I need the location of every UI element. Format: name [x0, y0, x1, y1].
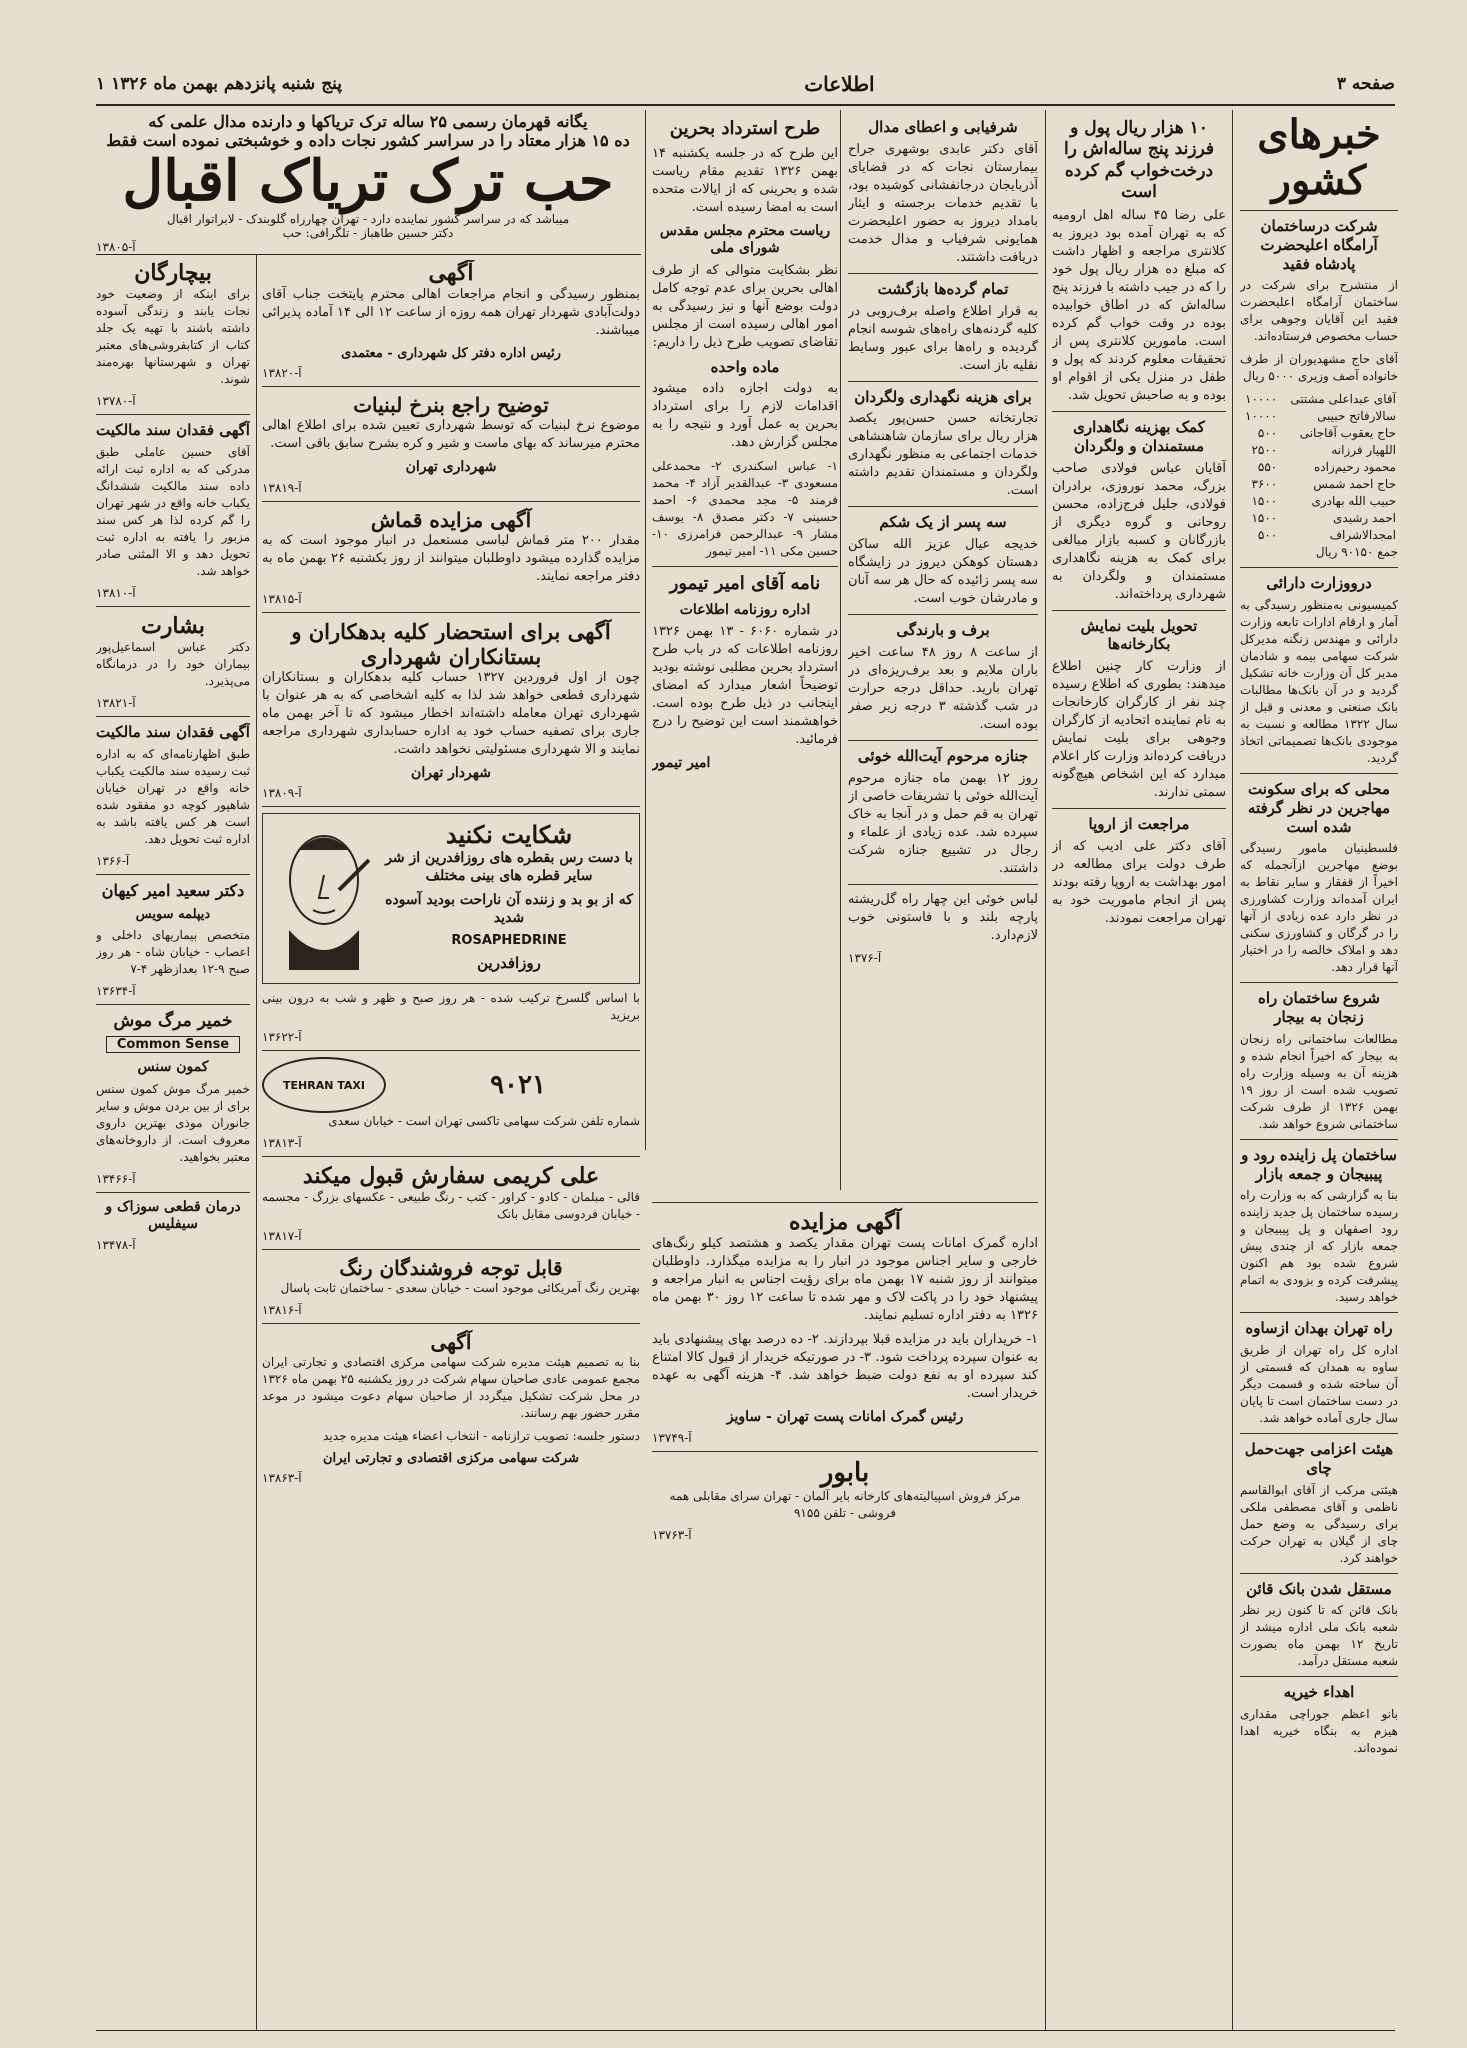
article-subheadline: ریاست محترم مجلس مقدس شورای ملی	[659, 222, 831, 256]
ad-title: خمیر مرگ موش	[113, 1010, 233, 1031]
ad-title: قابل توجه فروشندگان رنگ	[339, 1256, 563, 1280]
column-classifieds-left	[96, 260, 250, 2030]
bottom-rule	[96, 2030, 1395, 2031]
article-body: هیئتی مرکب از آقای ابوالقاسم ناظمی و آقای مصطفی ملکی برای رسیدگی به وضع حمل چای از گیلان به تهران حرکت خواهند کرد.	[1240, 1482, 1398, 1565]
column-divider	[1232, 110, 1233, 2030]
ad-body: بنا به تصمیم هیئت مدیره شرکت سهامی مرکزی اقتصادی و تجارتی ایران مجمع عمومی عادی صاحبان سهام شرکت در روز یکشنبه ۲۵ بهمن ماه ۱۳۲۶ در محل شرکت تشکیل میگردد از صاحبان سهام دعوت میشود در موعد مقرر حضور بهم رسانند.	[262, 1355, 640, 1420]
ad-title: آگهی مزایده	[789, 1209, 901, 1235]
ad-subtitle: دیپلمه سویس	[135, 906, 211, 922]
table-row: سالارفاتح حبیبی ۱۰۰۰۰	[1245, 409, 1396, 424]
ad-signature: رئیس اداره دفتر کل شهرداری - معتمدی	[341, 346, 561, 361]
article-body: تجارتخانه حسن حسن‌پور یکصد هزار ریال برای سازمان شاهنشاهی خدمات اجتماعی به منظور نگهداری ولگردان و مستمندان تقدیم داشته است.	[848, 411, 1038, 499]
product-name-persian: روزافدرین	[477, 954, 541, 973]
ad-footer: با اساس گلسرخ ترکیب شده - هر روز صبح و ظهر و شب به درون بینی بریزید	[262, 991, 640, 1022]
article-body: بانو اعظم جوراچی مقداری هیزم به بنگاه خیریه اهدا نموده‌اند.	[1240, 1707, 1398, 1755]
classified-ad: لباس خوئی این چهار راه گل‌ریشته پارچه بلند و با فاستونی خوب لازم‌دارد.	[848, 891, 1038, 943]
article-headline: برای هزینه نگهداری ولگردان	[854, 387, 1032, 406]
article-headline: سه پسر از یک شکم	[879, 513, 1007, 532]
ad-title: آگهی	[428, 260, 474, 286]
ad-title: آگهی	[430, 1330, 472, 1354]
article-headline: ۱۰ هزار ریال پول و فرزند پنج ساله‌اش را درخت‌خواب گم کرده است	[1063, 118, 1215, 202]
paper-name: اطلاعات	[804, 72, 875, 96]
table-row: امجدالاشراف ۵۰۰	[1257, 528, 1396, 543]
ad-reference: آ-۱۳۴۷۸	[96, 1237, 136, 1252]
ad-title: دکتر سعید امیر کیهان	[101, 880, 245, 900]
article-headline: برف و بارندگی	[896, 621, 990, 639]
column-news-2	[1052, 112, 1226, 2022]
article-headline: نامه آقای امیر تیمور	[669, 573, 821, 595]
article-headline: تحویل بلیت نمایش بکارخانه‌ها	[1080, 616, 1198, 654]
article-headline: اهداء خیریه	[1283, 1683, 1355, 1702]
article-body: از ساعت ۸ روز ۴۸ ساعت اخیر باران ملایم و بعد برف‌ریزه‌ای در تهران بارید. حداقل درجه حرارت در شب گذشته ۳ درجه زیر صفر بوده است.	[848, 644, 1038, 732]
table-row: حاج یعقوب آقاجانی ۵۰۰	[1257, 426, 1396, 441]
ad-auction-customs	[652, 1196, 1038, 2026]
ad-signature: شهردار تهران	[411, 764, 491, 781]
ad-conditions: ۱- خریداران باید در مزایده قبلا بپردازند. ۲- ده درصد بهای پیشنهادی باید به عنوان سپرده پرداخت شود. ۳- در صورتیکه خریدار از قبول کالا امتناع کند سپرده او به نفع دولت ضبط خواهد شد. ۴- هزینه آگهی به عهده خریدار است.	[652, 1332, 1038, 1401]
article-body: از منتشرح برای شرکت در ساختمان آرامگاه اعلیحضرت فقید این آقایان وجوهی برای حساب مخصوص فرستاده‌اند.	[1240, 278, 1398, 344]
ad-signature: رئیس گمرک امانات پست تهران - ساویز	[726, 1409, 964, 1425]
article-body: در شماره ۶۰۶۰ - ۱۳ بهمن ۱۳۲۶ روزنامه اطلاعات که در باب طرح استرداد بحرین مطلبی نوشته بودید توضیحاً اشعار میدارد که امضای اینجانب در ذیل طرح بوده است. خواهشمند است این توضیح را درج فرمائید.	[652, 624, 838, 748]
ad-title: توضیح راجع بنرخ لبنیات	[353, 393, 549, 418]
brand-name-persian: کمون سنس	[137, 1059, 209, 1075]
column-ads-middle	[262, 260, 640, 2030]
ad-reference: آ-۱۳۷۶۳	[652, 1527, 692, 1542]
article-headline: طرح استرداد بحرین	[669, 118, 821, 139]
table-row: احمد رشیدی ۱۵۰۰	[1251, 511, 1396, 526]
column-divider	[840, 110, 841, 1190]
ad-taxi	[262, 1057, 640, 1113]
ad-line: ده ۱۵ هزار معتاد را در سراسر کشور نجات داده و خوشبختی نموده است فقط	[106, 131, 630, 150]
ad-reference: آ-۱۳۸۱۶	[262, 1303, 302, 1317]
taxi-logo-icon: TEHRAN TAXI	[262, 1057, 386, 1113]
article-headline: درووزارت دارائی	[1266, 574, 1372, 593]
signatories: ۱- عباس اسکندری ۲- محمدعلی مسعودی ۳- عبدالقدیر آزاد ۴- محمد فرمند ۵- مجد محمدی ۶- احمد حسینی ۷- دکتر مصدق ۸- یوسف مشار ۹- عبدالرحمن فرامرزی ۱۰- حسین مکی ۱۱- امیر تیمور	[652, 459, 838, 559]
table-row: حاج احمد شمس ۳۶۰۰	[1251, 477, 1396, 492]
ad-signature: شرکت سهامی مرکزی اقتصادی و تجارتی ایران	[323, 1451, 579, 1466]
article-headline: ساختمان پل زاینده رود و پیبیجان و جمعه بازار	[1241, 1145, 1397, 1183]
article-body: از وزارت کار چنین اطلاع میدهند: بطوری که اطلاع رسیده چند نفر از کارگران کارخانجات به نام نماینده اتحادیه از کارگران وجوهی برای بلیت نمایش دریافت کرده‌اند وزارت کار اعلام میدارد که این اشخاص هیچ‌گونه سمتی ندارند.	[1052, 659, 1226, 800]
ad-body: چون از اول فروردین ۱۳۲۷ حساب کلیه بدهکاران و بستانکاران شهرداری قطعی خواهد شد لذا به کلیه اشخاصی که به هر عنوان با شهرداری تهران معامله داشته‌اند اخطار میشود که تا آخر بهمن ماه جاری برای تصفیه حساب خود به اداره حسابداری شهرداری مراجعه نمایند و الا شهرداری مسئولیتی نخواهد داشت.	[262, 669, 640, 757]
ad-reference: آ-۱۳۸۱۰	[96, 585, 136, 600]
ad-reference: آ-۱۳۷۶	[848, 950, 882, 965]
article-body: بانک قائن که تا کنون زیر نظر شعبه بانک ملی اداره میشد از تاریخ ۱۲ بهمن ماه بصورت شعبه مستقل درآمد.	[1240, 1603, 1398, 1669]
ad-reference: آ-۱۳۴۶۶	[96, 1171, 136, 1186]
ad-big-title: حب ترک تریاک اقبال	[122, 148, 614, 214]
ad-reference: آ-۱۳۸۱۷	[262, 1229, 302, 1243]
column-news-right	[1240, 112, 1398, 2022]
article-body: آقایان عباس فولادی صاحب بزرگ، محمد نوروزی، برادران فولادی، جلیل فرج‌زاده، محسن روحانی و گروه دیگری از بازرگانان و کسبه بازار مبالغی برای کمک به هزینه نگاهداری مستمندان و ولگردان به شهرداری پرداخته‌اند.	[1052, 460, 1226, 602]
column-divider	[645, 110, 646, 1150]
ad-line: دکتر حسین طاهباز - تلگرافی: حب	[282, 226, 454, 240]
table-row: حبیب الله بهادری ۱۵۰۰	[1251, 494, 1396, 509]
article-headline: شروع ساختمان راه زنجان به بیجار	[1258, 989, 1380, 1026]
article-headline: مستقل شدن بانک قائن	[1246, 1579, 1392, 1598]
table-row: آقای عبداعلی مشتتی ۱۰۰۰۰	[1245, 392, 1396, 407]
article-headline: تمام گرده‌ها بازگشت	[877, 279, 1009, 298]
ad-title: علی کریمی سفارش قبول میکند	[302, 1163, 600, 1189]
ad-body: مرکز فروش اسپیالیته‌های کارخانه بایر آلمان - تهران سرای مقابلی همه فروشی - تلفن ۹۱۵۵	[669, 1488, 1021, 1520]
column-news-4	[652, 112, 838, 1152]
ad-title: آگهی برای استحضار کلیه بدهکاران و بستانکاران شهرداری	[291, 618, 611, 669]
article-headline: شرکت درساختمان آرامگاه اعلیحضرت پادشاه فقید	[1260, 217, 1378, 273]
article-body: فلسطینیان مامور رسیدگی بوضع مهاجرین ازآنجمله که اخیراً از قفقاز و سایر نقاط به ایران آمده‌اند وزارت کشاورزی در نظر دارد عده زیادی از آنها را در گرگان و کشاورزی سکنی دهد و املاک خالصه را در اختیار آنها قرار دهد.	[1240, 841, 1398, 975]
masthead-rule	[96, 104, 1395, 106]
article-headline: محلی که برای سکونت مهاجرین در نظر گرفته شده است	[1247, 780, 1391, 836]
section-title: خبرهای کشور	[1257, 112, 1381, 204]
article-headline: شرفیابی و اعطای مدال	[868, 118, 1018, 136]
donation-list	[1240, 391, 1398, 544]
ad-reference: آ-۱۳۶۲۲	[262, 1030, 302, 1044]
ad-body: با دست رس بقطره های روزافدرین از شر سایر قطره های بینی مختلف	[385, 850, 633, 885]
article-body: علی رضا ۴۵ ساله اهل ارومیه که به تهران آمده بود دیروز به کلانتری مراجعه و اظهار داشت که مبلغ ده هزار ریال پول خود را که در جیب داشته با فرزند پنج ساله‌اش که در اطاق خوابیده بوده در وقت خواب گم کرده است. مامورین کلانتری پس از تحقیقات معلوم کردند که پول و طفل در منزل یکی از اقوام او بوده و به صاحبش تحویل شد.	[1052, 208, 1226, 403]
face-illustration-icon	[269, 820, 379, 970]
article-headline: راه تهران بهدان ازساوه	[1245, 1319, 1393, 1338]
ad-body: مقدار ۲۰۰ متر قماش لباسی مستعمل در انبار موجود است که به مزایده گذارده میشود داوطلبان میتوانند از روز یکشنبه ۲۶ بهمن ماه به دفتر مراجعه نمایند.	[262, 532, 640, 584]
column-divider	[1045, 110, 1046, 2030]
article-body: کمیسیونی به‌منظور رسیدگی به آمار و ارقام ادارات تابعه وزارت دارائی و مهندس زنگنه مدیرکل شرکت سهامی بیمه و شادمان مدیر کل آن وزارت خانه تشکیل گردید و در آن بانک‌ها مطالبات بانک صنعتی و معدنی و قبل از سال ۱۳۲۲ مطالعه و نسبت به موجودی بانک‌ها تصمیماتی اتخاذ گردید.	[1240, 598, 1398, 765]
ad-reference: آ-۱۳۶۳۴	[96, 983, 136, 998]
column-divider	[256, 255, 257, 2030]
article-body: به دولت اجازه داده میشود اقدامات لازم را برای استرداد بحرین به عمل آورد و نتیجه را به مجلس گزارش دهد.	[652, 381, 838, 451]
ad-reference: آ-۱۳۸۶۳	[262, 1471, 302, 1486]
ad-body: قالی - مبلمان - کادو - کراور - کتب - رنگ طبیعی - عکسهای بزرگ - مجسمه - خیابان فردوسی مقابل بانک	[262, 1190, 640, 1221]
ad-title: شکایت نکنید	[445, 820, 573, 850]
ad-signature: شهرداری تهران	[405, 459, 497, 476]
ad-reference: آ-۱۳۸۱۹	[262, 480, 302, 495]
ad-title: درمان قطعی سوزاک و سیفلیس	[105, 1198, 241, 1232]
article-body: آقای دکتر علی ادیب که از طرف دولت برای مطالعه در امور بهداشت به اروپا رفته بودند پس از انجام ماموریت خود به تهران مراجعت نمودند.	[1052, 838, 1226, 926]
ad-title: بشارت	[141, 612, 205, 639]
article-headline: هیئت اعزامی جهت‌حمل چای	[1244, 1440, 1394, 1477]
masthead	[96, 66, 1395, 102]
article-body: این طرح که در جلسه یکشنبه ۱۴ بهمن ۱۳۲۶ تقدیم مقام ریاست شده و بحرینی که از ایالات متحده است به امضا رسیده است.	[652, 145, 838, 215]
ad-body: اداره گمرک امانات پست تهران مقدار یکصد و هشتصد کیلو رنگ‌های خارجی و سایر اجناس موجود در انبار را به مزایده میگذارد. داوطلبان میتوانند از روز شنبه ۱۷ بهمن ماه برای رؤیت اجناس به انبار مراجعه و پیشنهاد خود را در پاکت لاک و مهر شده تا ساعت ۱۲ روز ۳۰ بهمن ماه ۱۳۲۶ به دفتر اداره تسلیم نمایند.	[652, 1236, 1038, 1323]
article-headline: مراجعت از اروپا	[1088, 815, 1190, 833]
ad-body: که از بو بد و زننده آن ناراحت بودید آسوده شدید	[385, 892, 633, 927]
ad-line: میباشد که در سراسر کشور نماینده دارد - تهران چهارراه گلوبندک - لابراتوار اقبال	[166, 212, 570, 226]
ad-rosaphedrine	[262, 813, 640, 984]
ad-reference: آ-۱۳۸۱۳	[262, 1136, 302, 1150]
ad-body: شماره تلفن شرکت سهامی تاکسی تهران است - خیابان سعدی	[328, 1114, 640, 1128]
article-body: مطالعات ساختمانی راه زنجان به بیجار که اخیراً انجام شده و هزینه آن به وسیله وزارت راه تصویب شده است از روز ۱۹ بهمن ۱۳۲۶ از طرف شرکت ساختمانی شروع خواهد شد.	[1240, 1031, 1398, 1131]
brand-name: Common Sense	[106, 1036, 240, 1053]
ad-reference: آ-۱۳۸۰۹	[262, 786, 302, 801]
ad-agenda: دستور جلسه: تصویب ترازنامه - انتخاب اعضاء هیئت مدیره جدید	[323, 1429, 640, 1443]
article-subheadline: ماده واحده	[710, 357, 780, 376]
ad-body: متخصص بیماریهای داخلی و اعصاب - خیابان شاه - هر روز صبح ۹-۱۲ بعدازظهر ۴-۷	[96, 927, 250, 976]
ad-body: موضوع نرخ لبنیات که توسط شهرداری تعیین شده برای اطلاع اهالی محترم میرساند که بهای ماست و شیر و کره بشرح سابق باقی است.	[262, 418, 640, 452]
ad-iqbal	[96, 112, 640, 252]
ad-reference: آ-۱۳۶۶	[96, 853, 130, 868]
date-line: پنج شنبه پانزدهم بهمن ماه ۱۳۲۶ ۱	[96, 74, 343, 94]
article-body: بنا به گزارشی که به وزارت راه رسیده ساختمان پل جدید زاینده رود اصفهان و پل پیبیجان و جمعه بازار که از چندی پیش شروع شده بود هم اکنون پیشرفت کرده و بزودی به اتمام خواهد رسید.	[1240, 1188, 1398, 1305]
ad-title: آگهی فقدان سند مالکیت	[96, 421, 250, 439]
ad-reference: آ-۱۳۷۴۹	[652, 1430, 692, 1445]
article-total: جمع ۹۰۱۵۰ ریال	[1315, 545, 1398, 560]
article-body: خدیجه عیال عزیز الله ساکن دهستان کوهکن دیروز در زایشگاه سه پسر زائیده که حال هر سه آنان و مادرشان خوب است.	[848, 537, 1038, 606]
ad-body: آقای حسین عاملی طبق مدرکی که به اداره ثبت ارائه داده سند مالکیت ششدانگ یکباب خانه واقع در شهر تهران را گم کرده لذا هر کس سند مزبور را یافته به اداره ثبت تحویل دهد و الا المثنی صادر خواهد شد.	[96, 444, 250, 578]
ad-body: بهترین رنگ آمریکائی موجود است - خیابان سعدی - ساختمان ثابت پاسال	[280, 1281, 640, 1295]
article-headline: جنازه مرحوم آیت‌الله خوئی	[857, 746, 1029, 765]
ad-title: بابور	[820, 1457, 870, 1488]
ad-reference: آ-۱۳۸۰۵	[96, 240, 136, 252]
article-body: اداره کل راه تهران از طریق ساوه به همدان که قسمتی از آن ساخته شده و قسمت دیگر در دست ساختمان است تا پایان سال جاری آماده خواهد شد.	[1240, 1343, 1398, 1425]
column-news-3	[848, 112, 1038, 1192]
ad-title: بیچارگان	[134, 260, 212, 286]
table-row: محمود رحیم‌زاده ۵۵۰	[1257, 460, 1396, 475]
ad-reference: آ-۱۳۸۲۰	[262, 366, 302, 381]
ad-title: آگهی مزایده قماش	[370, 507, 532, 532]
article-body: نظر بشکایت متوالی که از طرف اهالی بحرین برای عدم توجه کامل دولت بوضع آنها و نیز رسیدگی به امور اهالی رسیده است از مجلس تقاضای تصویب طرح ذیل را داریم:	[652, 262, 838, 350]
ad-line: یگانه قهرمان رسمی ۲۵ ساله ترک تریاکها و دارنده مدال علمی که	[148, 112, 588, 131]
page-label: صفحه ۳	[1336, 74, 1395, 94]
article-signature: امیر تیمور	[652, 755, 711, 772]
article-body: آقای دکتر عابدی بوشهری جراح بیمارستان نجات که در قضایای آذربایجان درجانفشانی کوشیده بود، با تقدیم خدمات برجسته و ایثار بامداد دیروز به حضور اعلیحضرت همایونی شرفیاب و مدال خدمت دریافت داشتند.	[848, 141, 1038, 265]
ad-reference: آ-۱۳۸۲۱	[96, 695, 136, 710]
article-body: آقای حاج مشهدیوران از طرف خانواده آصف وزیری ۵۰۰۰ ریال	[1240, 352, 1398, 384]
product-name: ROSAPHEDRINE	[451, 933, 567, 949]
ad-body: برای اینکه از وضعیت خود نجات یابند و زندگی آسوده داشته باشند با تهیه یک جلد کتاب از کتابفروشی‌های معتبر تهران و شهرستانها بهره‌مند شوند.	[96, 287, 250, 386]
taxi-phone: ۹۰۲۱	[490, 1070, 546, 1100]
article-subheadline: اداره روزنامه اطلاعات	[679, 601, 811, 618]
ad-reference: آ-۱۳۷۸۰	[96, 394, 136, 408]
table-row: اللهیار فرزانه ۲۵۰۰	[1251, 443, 1396, 458]
ad-reference: آ-۱۳۸۱۵	[262, 591, 302, 606]
article-body: روز ۱۲ بهمن ماه جنازه مرحوم آیت‌الله خوئی با تشریفات خاصی از تهران به قم حمل و در آنجا به خاک سپرده شد. عده زیادی از علماء و رجال در تشییع جنازه شرکت داشتند.	[848, 770, 1038, 876]
article-body: به قرار اطلاع واصله برف‌روبی در کلیه گردنه‌های راه‌های شوسه انجام گردیده و راه‌ها برای عبور وسایط نقلیه باز است.	[848, 303, 1038, 373]
ad-body: خمیر مرگ موش کمون سنس برای از بین بردن موش و سایر جانوران موذی بهترین داروی معروف است. از داروخانه‌های معتبر بخواهید.	[96, 1081, 250, 1164]
article-headline: کمک بهزینه نگاهداری مستمندان و ولگردان	[1073, 418, 1205, 455]
ad-body: دکتر عباس اسماعیل‌پور بیماران خود را در درمانگاه می‌پذیرد.	[96, 639, 250, 688]
ad-title: آگهی فقدان سند مالکیت	[96, 722, 250, 741]
ad-body: طبق اظهارنامه‌ای که به اداره ثبت رسیده سند مالکیت یکباب خانه واقع در تهران خیابان شاهپور کوچه دو مفقود شده است هر کس یافته باشد به اداره ثبت تحویل دهد.	[96, 746, 250, 846]
ad-body: بمنظور رسیدگی و انجام مراجعات اهالی محترم پایتخت جناب آقای دولت‌آبادی شهردار تهران همه روزه از ساعت ۱۲ الی ۱۴ آماده پذیرائی میباشند.	[262, 287, 640, 338]
